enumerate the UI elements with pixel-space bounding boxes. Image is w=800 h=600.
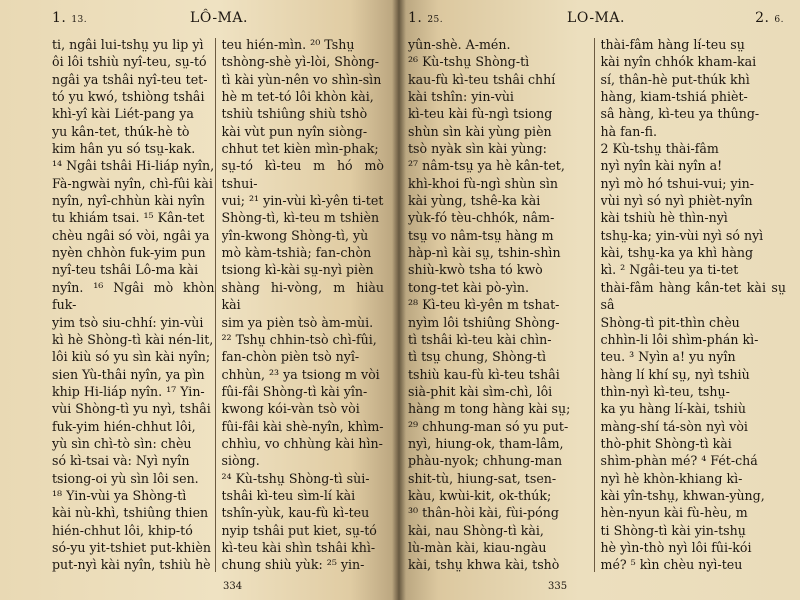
text-line: ²⁴ Kù-tshṳ Shòng-tì sùi-: [221, 470, 370, 486]
right-start-verse-ref: 25.: [427, 15, 444, 25]
text-line: ²⁹ chhung-man só yu put-: [408, 418, 569, 434]
text-line: kwong kói-vàn tsò vòi: [221, 401, 360, 417]
text-line: lôi kiù só yu sìn kài nyîn;: [52, 349, 211, 365]
text-line: tì tshâi kì-teu kài chìn-: [408, 331, 552, 347]
text-line: hàng, kiam-tshiá phièt-: [600, 89, 748, 105]
text-line: ²⁶ Kù-tshṳ Shòng-tì: [408, 54, 530, 70]
text-line: ²⁸ Kì-teu kì-yên m tshat-: [408, 297, 560, 313]
text-line: kài, tshṳ-ka ya khì hàng: [600, 245, 754, 261]
text-line: siòng.: [221, 453, 260, 469]
text-line: vùi nyì só nyì phièt-nyîn: [600, 193, 753, 209]
text-line: shiù-kwò tsha tó kwò: [408, 262, 543, 278]
text-line: tong-tet kài pò-yìn.: [408, 279, 529, 295]
text-line: yim tsò siu-chhí: yin-vùi: [52, 314, 204, 330]
text-line: shàng hi-vòng, m hiàu kài: [221, 279, 384, 313]
left-page-number: 334: [223, 581, 243, 592]
text-line: khip Hi-liáp nyîn. ¹⁷ Yin-: [52, 383, 205, 399]
text-line: sià-phit kài sìm-chì, lôi: [408, 383, 553, 399]
text-line: hàng lí khí sṳ, nyì tshiù: [600, 366, 750, 382]
text-line: khì-yî kài Liét-pang ya: [52, 106, 194, 122]
text-line: Shòng-tì, kì-teu m tshièn: [221, 210, 380, 226]
text-line: ti, ngâi lui-tshṳ yu lip yì: [52, 37, 204, 52]
left-page-columns: [52, 36, 384, 572]
text-line: shit-tù, hiung-sat, tsen-: [408, 470, 557, 486]
text-line: nyî-teu tshâi Lô-ma kài: [52, 262, 199, 278]
text-line: khì-khoi fù-ngì shùn sìn: [408, 175, 559, 191]
text-line: hàp-nì kài sṳ, tshin-shìn: [408, 245, 561, 261]
text-line: kài nù-khì, tshiûng thien: [52, 505, 209, 521]
right-page-header: [408, 8, 784, 30]
text-line: teu. ³ Nyìn a! yu nyîn: [600, 349, 736, 365]
text-line: nyì, hiung-ok, tham-lâm,: [408, 435, 564, 451]
text-line: phàu-nyok; chhung-man: [408, 453, 563, 469]
text-line: hè yìn-thò nyì lôi fûi-kói: [600, 539, 752, 555]
text-line: ôi lôi tshiù nyî-teu, sṳ-tó: [52, 54, 207, 70]
text-line: fûi-fâi Shòng-tì kài yîn-: [221, 383, 368, 399]
right-page-end-ref: [755, 10, 784, 26]
text-line: tshòng-shè yì-lòi, Shòng-: [221, 54, 379, 70]
text-line: tì tsṳ chung, Shòng-tì: [408, 349, 547, 365]
text-line: chung shiù yùk: ²⁵ yin-: [221, 557, 365, 572]
right-column-2: [601, 36, 787, 572]
text-line: ¹⁸ Yin-vùi ya Shòng-tì: [52, 487, 187, 503]
text-line: kì-teu kài fù-ngì tsiong: [408, 106, 553, 122]
text-line: ²² Tshṳ chhin-tsò chì-fûi,: [221, 331, 377, 347]
text-line: put-nyì kài nyîn, tshiù hè: [52, 557, 211, 572]
right-running-title: LO-MA.: [567, 10, 625, 26]
text-line: só-yu yit-tshiet put-khièn: [52, 539, 211, 555]
text-line: hè m tet-tó lôi khòn kài,: [221, 89, 374, 105]
text-line: sâ hàng, kì-teu ya thûng-: [600, 106, 760, 122]
text-line: kàu, kwùi-kit, ok-thúk;: [408, 487, 552, 503]
book-gutter: [392, 0, 406, 600]
text-line: sim ya pièn tsò àm-mùi.: [221, 314, 374, 330]
text-line: sien Yù-thâi nyîn, ya pìn: [52, 366, 205, 382]
text-line: tó yu kwó, tshiòng tshâi: [52, 89, 205, 105]
left-column-2: [222, 36, 385, 572]
text-line: vui; ²¹ yin-vùi kì-yên ti-tet: [221, 193, 384, 209]
text-line: thài-fâm hàng kân-tet kài sṳ sâ: [600, 279, 786, 313]
text-line: sṳ-tó kì-teu m hó mò tshui-: [221, 158, 384, 191]
text-line: nyip tshâi put kiet, sṳ-tó: [221, 522, 377, 538]
left-column-divider: [215, 38, 216, 572]
text-line: ²⁷ nâm-tsṳ ya hè kân-tet,: [408, 158, 565, 174]
right-start-chapter-ref: 1.: [408, 10, 423, 26]
text-line: chhùn, ²³ ya tsiong m vòi: [221, 366, 380, 382]
text-line: 2 Kù-tshṳ thài-fâm: [600, 141, 719, 157]
text-line: tshiù tshiûng shiù tshò: [221, 106, 368, 122]
text-line: tì kài yùn-nên vo shìn-sìn: [221, 71, 382, 87]
text-line: kài nyîn chhók kham-kai: [600, 54, 757, 70]
text-line: thìn-nyì kì-teu, tshṳ-: [600, 383, 730, 399]
text-line: thò-phit Shòng-tì kài: [600, 435, 732, 451]
text-line: kài yîn-tshṳ, khwan-yùng,: [600, 487, 765, 503]
left-column-1: [52, 36, 215, 572]
right-end-verse-ref: 6.: [774, 15, 784, 25]
text-line: nyìm lôi tshiûng Shòng-: [408, 314, 560, 330]
right-page-number: 335: [548, 581, 568, 592]
text-line: tsiong kì-kài sṳ-nyì pièn: [221, 262, 374, 278]
text-line: nyèn chhòn fuk-yim pun: [52, 245, 206, 261]
text-line: só kì-tsai và: Nyì nyîn: [52, 453, 190, 469]
left-page-header: [52, 8, 386, 30]
text-line: kì. ² Ngâi-teu ya ti-tet: [600, 262, 739, 278]
text-line: chhìn-li lôi shìm-phán kì-: [600, 331, 759, 347]
left-chapter-ref: 1.: [52, 10, 67, 26]
text-line: ti Shòng-tì kài yin-tshṳ: [600, 522, 746, 538]
text-line: kì hè Shòng-tì kài nén-lit,: [52, 331, 214, 347]
text-line: kài yùng, tshê-ka kài: [408, 193, 541, 209]
text-line: nyì mò hó tshui-vui; yin-: [600, 175, 755, 191]
text-line: kài vùt pun nyîn siòng-: [221, 123, 368, 139]
text-line: kài, nau Shòng-tì kài,: [408, 522, 544, 538]
text-line: tsiong-oi yù sìn lôi sen.: [52, 470, 199, 486]
left-running-title: LÔ-MA.: [190, 10, 248, 26]
text-line: kim hân yu só tsṳ-kak.: [52, 141, 196, 157]
text-line: fuk-yim hién-chhut lôi,: [52, 418, 196, 434]
text-line: tshiù kau-fù kì-teu tshâi: [408, 366, 560, 382]
right-end-chapter-ref: 2.: [755, 10, 770, 26]
text-line: thài-fâm hàng lí-teu sṳ: [600, 37, 745, 52]
text-line: hà fan-fi.: [600, 123, 658, 139]
text-line: ka yu hàng lí-kài, tshiù: [600, 401, 746, 417]
text-line: teu hién-mìn. ²⁰ Tshṳ: [221, 37, 355, 52]
text-line: chhut tet kièn mìn-phak;: [221, 141, 379, 157]
text-line: fûi-fâi kài shè-nyîn, khìm-: [221, 418, 384, 434]
text-line: hàng m tong hàng kài sṳ;: [408, 401, 571, 417]
text-line: màng-shí tá-sòn nyì vòi: [600, 418, 748, 434]
text-line: yùk-fó tèu-chhók, nâm-: [408, 210, 555, 226]
text-line: yîn-kwong Shòng-tì, yù: [221, 227, 369, 243]
text-line: fan-chòn pièn tsò nyî-: [221, 349, 360, 365]
text-line: tu khiám tsai. ¹⁵ Kân-tet: [52, 210, 205, 226]
text-line: kau-fù kì-teu tshâi chhí: [408, 71, 556, 87]
text-line: sí, thân-hè put-thúk khì: [600, 71, 750, 87]
text-line: kài tshîn: yin-vùi: [408, 89, 514, 105]
text-line: kài, tshṳ khwa kài, tshò: [408, 557, 560, 572]
text-line: tsò nyàk sìn kài yùng:: [408, 141, 547, 157]
text-line: Fà-ngwài nyîn, chì-fûi kài: [52, 175, 213, 191]
text-line: hién-chhut lôi, khip-tó: [52, 522, 193, 538]
text-line: nyì nyîn kài nyîn a!: [600, 158, 723, 174]
text-line: Shòng-tì pit-thìn chèu: [600, 314, 740, 330]
text-line: shìm-phàn mé? ⁴ Fét-chá: [600, 453, 758, 469]
text-line: tsṳ vo nâm-tsṳ hàng m: [408, 227, 554, 243]
text-line: vùi Shòng-tì yu nyì, tshâi: [52, 401, 211, 417]
text-line: yu kân-tet, thúk-hè tò: [52, 123, 190, 139]
text-line: chhìu, vo chhùng kài hìn-: [221, 435, 383, 451]
text-line: lù-màn kài, kiau-ngàu: [408, 539, 547, 555]
text-line: ¹⁴ Ngâi tshâi Hi-liáp nyîn,: [52, 158, 215, 174]
text-line: chèu ngâi só vòi, ngâi ya: [52, 227, 210, 243]
text-line: shùn sìn kài yùng pièn: [408, 123, 552, 139]
text-line: mé? ⁵ kìn chèu nyì-teu: [600, 557, 743, 572]
text-line: nyì hè khòn-khiang kì-: [600, 470, 743, 486]
text-line: kì-teu kài shìn tshâi khì-: [221, 539, 376, 555]
text-line: nyîn, nyî-chhùn kài nyîn: [52, 193, 205, 209]
right-page-columns: [408, 36, 786, 572]
text-line: yù sìn chì-tò sìn: chèu: [52, 435, 192, 451]
text-line: tshâi kì-teu sìm-lí kài: [221, 487, 356, 503]
text-line: tshîn-yùk, kau-fù kì-teu: [221, 505, 370, 521]
left-verse-ref: 13.: [71, 15, 88, 25]
text-line: hèn-nyun kài fù-hèu, m: [600, 505, 748, 521]
text-line: ³⁰ thân-hòi kài, fùi-póng: [408, 505, 559, 521]
text-line: ngâi ya tshâi nyî-teu tet-: [52, 71, 208, 87]
text-line: tshṳ-ka; yin-vùi nyì só nyì: [600, 227, 764, 243]
right-column-divider: [594, 38, 595, 572]
text-line: nyîn. ¹⁶ Ngâi mò khòn fuk-: [52, 279, 215, 313]
text-line: mò kàm-tshià; fan-chòn: [221, 245, 372, 261]
text-line: kài tshiù hè thìn-nyì: [600, 210, 728, 226]
right-column-1: [408, 36, 594, 572]
text-line: yûn-shè. A-mén.: [408, 37, 511, 52]
